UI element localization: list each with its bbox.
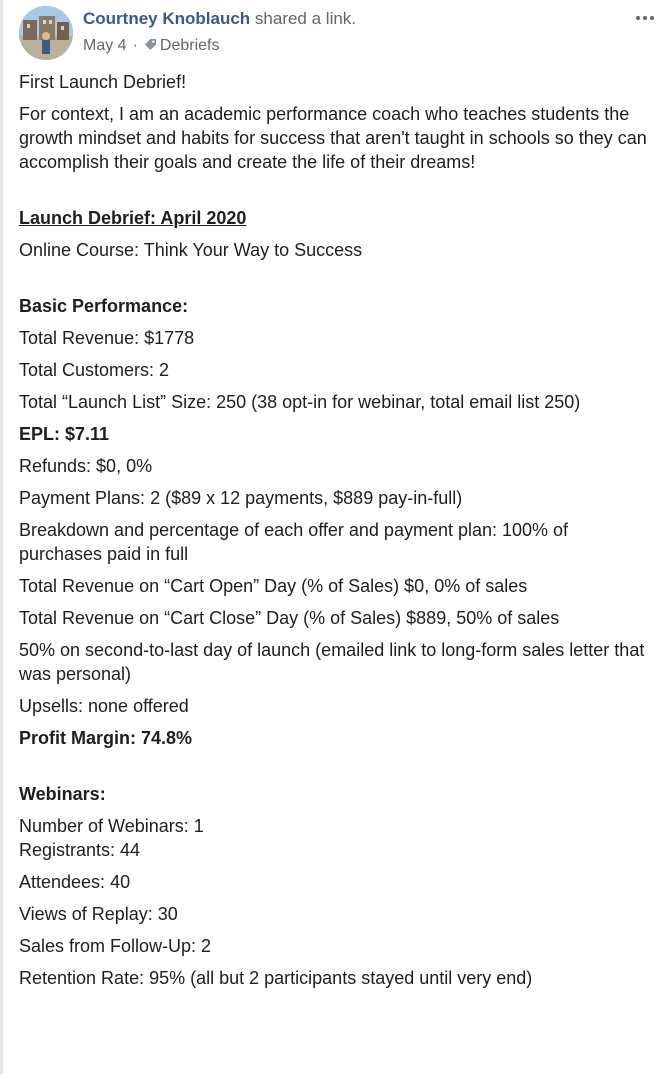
cart-close: Total Revenue on “Cart Close” Day (% of Sales) $889, 50% of sales bbox=[19, 608, 560, 628]
post-date-link[interactable]: May 4 bbox=[83, 37, 127, 54]
attendees: Attendees: 40 bbox=[19, 872, 131, 892]
spacer bbox=[19, 174, 649, 206]
author-action: shared a link. bbox=[254, 9, 357, 28]
second-to-last: 50% on second-to-last day of launch (emailed link to long-form sales letter that was personal) bbox=[19, 640, 645, 684]
left-divider bbox=[0, 0, 3, 1074]
profit-margin: Profit Margin: 74.8% bbox=[19, 728, 193, 748]
spacer bbox=[19, 750, 649, 782]
author-name-link[interactable]: Courtney Knoblauch bbox=[83, 9, 251, 28]
registrants: Registrants: 44 bbox=[19, 840, 141, 860]
ellipsis-icon-dot bbox=[650, 16, 654, 20]
basic-heading: Basic Performance: bbox=[19, 296, 189, 316]
breakdown: Breakdown and percentage of each offer and payment plan: 100% of purchases paid in full bbox=[19, 520, 569, 564]
ellipsis-icon bbox=[636, 16, 640, 20]
views-replay: Views of Replay: 30 bbox=[19, 904, 178, 924]
course-line: Online Course: Think Your Way to Success bbox=[19, 240, 363, 260]
meta-separator: · bbox=[132, 37, 138, 54]
ellipsis-icon-dot bbox=[643, 16, 647, 20]
body-context: For context, I am an academic performance coach who teaches students the growth mindset and habits for success that aren't taught in schools so they can accomplish their goals and create the life of their dreams! bbox=[19, 104, 647, 172]
body-title: First Launch Debrief! bbox=[19, 72, 187, 92]
webinars-heading: Webinars: bbox=[19, 784, 106, 804]
topic-link[interactable]: Debriefs bbox=[159, 37, 220, 54]
cart-open: Total Revenue on “Cart Open” Day (% of Sales) $0, 0% of sales bbox=[19, 576, 528, 596]
payment-plans: Payment Plans: 2 ($89 x 12 payments, $889 pay-in-full) bbox=[19, 488, 463, 508]
tag-icon bbox=[144, 37, 157, 57]
refunds: Refunds: $0, 0% bbox=[19, 456, 153, 476]
launch-heading: Launch Debrief: April 2020 bbox=[19, 208, 247, 228]
sales-followup: Sales from Follow-Up: 2 bbox=[19, 936, 212, 956]
num-webinars: Number of Webinars: 1 bbox=[19, 816, 204, 836]
spacer bbox=[19, 262, 649, 294]
retention-rate: Retention Rate: 95% (all but 2 participants stayed until very end) bbox=[19, 968, 533, 988]
author-line bbox=[83, 9, 356, 29]
upsells: Upsells: none offered bbox=[19, 696, 189, 716]
launch-list: Total “Launch List” Size: 250 (38 opt-in for webinar, total email list 250) bbox=[19, 392, 581, 412]
post-meta bbox=[83, 36, 219, 56]
total-customers: Total Customers: 2 bbox=[19, 360, 170, 380]
avatar-photo-icon bbox=[19, 6, 73, 60]
total-revenue: Total Revenue: $1778 bbox=[19, 328, 195, 348]
more-options-button[interactable] bbox=[631, 10, 659, 26]
post-header bbox=[19, 4, 649, 64]
epl: EPL: $7.11 bbox=[19, 424, 110, 444]
avatar[interactable] bbox=[19, 6, 73, 60]
post-body bbox=[19, 70, 649, 998]
